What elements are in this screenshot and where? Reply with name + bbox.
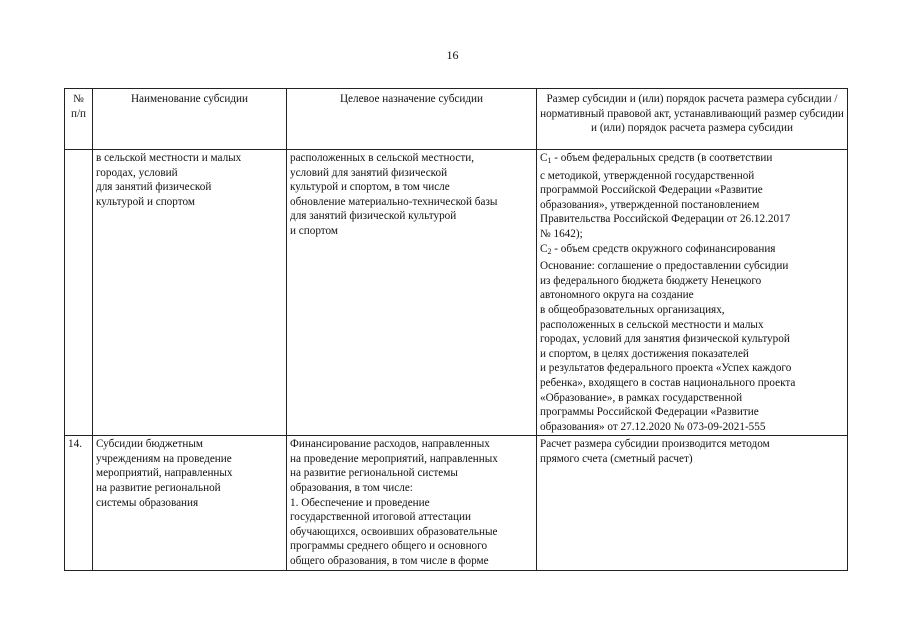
- table-header-row: [65, 89, 848, 150]
- page-number: 16: [446, 48, 459, 62]
- subsidy-size-cell: [537, 150, 848, 436]
- table-row: [65, 150, 848, 436]
- c1-subscript: 1: [547, 156, 552, 165]
- subsidy-name-cell: Субсидии бюджетным учреждениям на проведение мероприятий, направленных на развитие региональной системы образования: [93, 436, 287, 571]
- subsidy-purpose-cell: Финансирование расходов, направленных на проведение мероприятий, направленных на развитие региональной системы образования, в том числе: 1. Обеспечение и проведение государственной итоговой аттестации обучающихся, освоивших образовательные программы среднего общего и основного общего образования, в том числе в форме: [287, 436, 537, 571]
- table-row: [65, 436, 848, 571]
- c2-symbol: С: [540, 242, 548, 255]
- c1-description: - объем федеральных средств (в соответствии с методикой, утвержденной государственной программой Российской Федерации «Развитие образования», утвержденной постановлением Правительства Российской Федерации от 26.12.2017 № 1642);: [540, 152, 791, 240]
- header-subsidy-purpose: Целевое назначение субсидии: [287, 89, 537, 150]
- subsidy-name-cell: в сельской местности и малых городах, условий для занятий физической культурой и спортом: [93, 150, 287, 436]
- subsidy-table: [64, 88, 848, 571]
- c2-description: - объем средств окружного софинансирования: [551, 242, 776, 255]
- c1-symbol: С: [540, 152, 548, 164]
- row-number-cell: [65, 150, 93, 436]
- header-subsidy-size: Размер субсидии и (или) порядок расчета размера субсидии / нормативный правовой акт, устанавливающий размер субсидии и (или) порядок расчета размера субсидии: [537, 89, 848, 150]
- header-subsidy-name: Наименование субсидии: [93, 89, 287, 150]
- row-number-cell: 14.: [65, 436, 93, 571]
- basis-text: Основание: соглашение о предоставлении субсидии из федерального бюджета бюджету Ненецкого автономного округа на создание в общеобразовательных организациях, расположенных в сельской местности и малых городах, условий для занятия физической культурой и спортом, в целях достижения показателей и результатов федерального проекта «Успех каждого ребенка», входящего в состав национального проекта «Образование», в рамках государственной программы Российской Федерации «Развитие образования» от 27.12.2020 № 073-09-2021-555: [540, 260, 796, 433]
- subsidy-purpose-cell: расположенных в сельской местности, условий для занятий физической культурой и спортом, в том числе обновление материально-технической базы для занятий физической культурой и спортом: [287, 150, 537, 436]
- header-number: № п/п: [65, 89, 93, 150]
- c2-subscript: 2: [547, 246, 552, 256]
- subsidy-size-cell: Расчет размера субсидии производится методом прямого счета (сметный расчет): [537, 436, 848, 571]
